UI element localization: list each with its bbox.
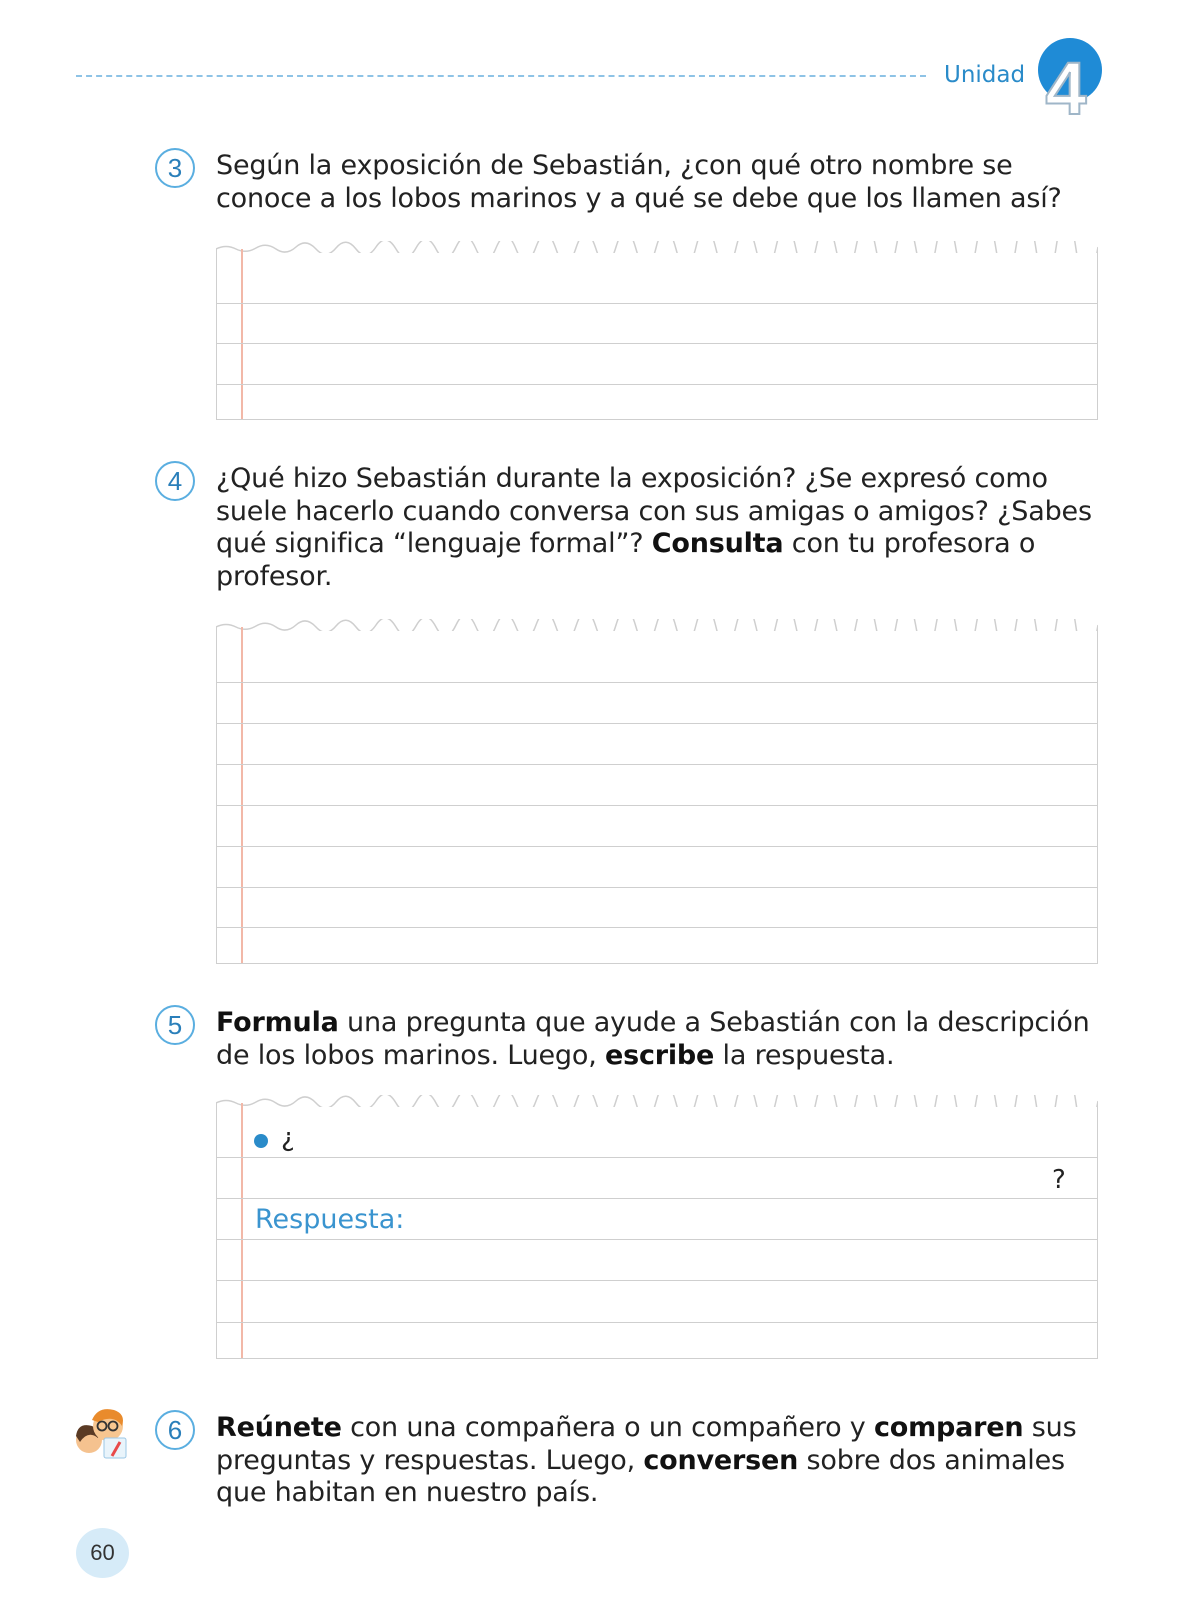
- margin-line: [241, 249, 243, 419]
- question-number: 4: [155, 461, 195, 501]
- torn-edge: [216, 619, 1098, 631]
- question-number: 5: [155, 1005, 195, 1045]
- question-number: 3: [155, 148, 195, 188]
- torn-edge: [216, 241, 1098, 253]
- question-open-mark: ¿: [281, 1123, 295, 1153]
- answer-area[interactable]: [216, 627, 1098, 964]
- pair-work-icon: [70, 1402, 130, 1462]
- answer-area[interactable]: [216, 1103, 1098, 1359]
- margin-line: [241, 1103, 243, 1358]
- writing-line: [217, 682, 1097, 683]
- answer-label: Respuesta:: [255, 1204, 405, 1235]
- writing-line: [217, 927, 1097, 928]
- bullet-icon: [254, 1134, 268, 1148]
- margin-line: [241, 627, 243, 963]
- writing-line: [217, 1280, 1097, 1281]
- torn-edge: [216, 1095, 1098, 1107]
- writing-line: [217, 764, 1097, 765]
- writing-line: [217, 805, 1097, 806]
- writing-line: [217, 303, 1097, 304]
- question-text: Formula una pregunta que ayude a Sebastián con la descripción de los lobos marinos. Luego, escribe la respuesta.: [216, 1007, 1090, 1071]
- question-text: ¿Qué hizo Sebastián durante la exposición? ¿Se expresó como suele hacerlo cuando conversa con sus amigas o amigos? ¿Sabes qué significa “lenguaje formal”? Consulta con tu profesora o profesor.: [216, 463, 1092, 592]
- writing-line: [217, 1157, 1097, 1158]
- unit-number: 4: [1045, 47, 1087, 122]
- writing-line: [217, 723, 1097, 724]
- writing-line: [217, 1198, 1097, 1199]
- writing-line: [217, 1239, 1097, 1240]
- question-close-mark: ?: [1052, 1165, 1066, 1195]
- header-dashed-line: [76, 75, 926, 77]
- writing-line: [217, 846, 1097, 847]
- writing-line: [217, 384, 1097, 385]
- page-number: 60: [76, 1528, 129, 1578]
- question-number: 6: [155, 1410, 195, 1450]
- writing-line: [217, 343, 1097, 344]
- writing-line: [217, 1322, 1097, 1323]
- answer-area[interactable]: [216, 249, 1098, 420]
- unit-label: Unidad: [944, 62, 1026, 88]
- question-text: Reúnete con una compañera o un compañero y comparen sus preguntas y respuestas. Luego, conversen sobre dos animales que habitan en nuestro país.: [216, 1412, 1077, 1508]
- question-text: Según la exposición de Sebastián, ¿con qué otro nombre se conoce a los lobos marinos y a qué se debe que los llamen así?: [216, 150, 1062, 214]
- writing-line: [217, 887, 1097, 888]
- unit-number-badge: [1030, 34, 1102, 122]
